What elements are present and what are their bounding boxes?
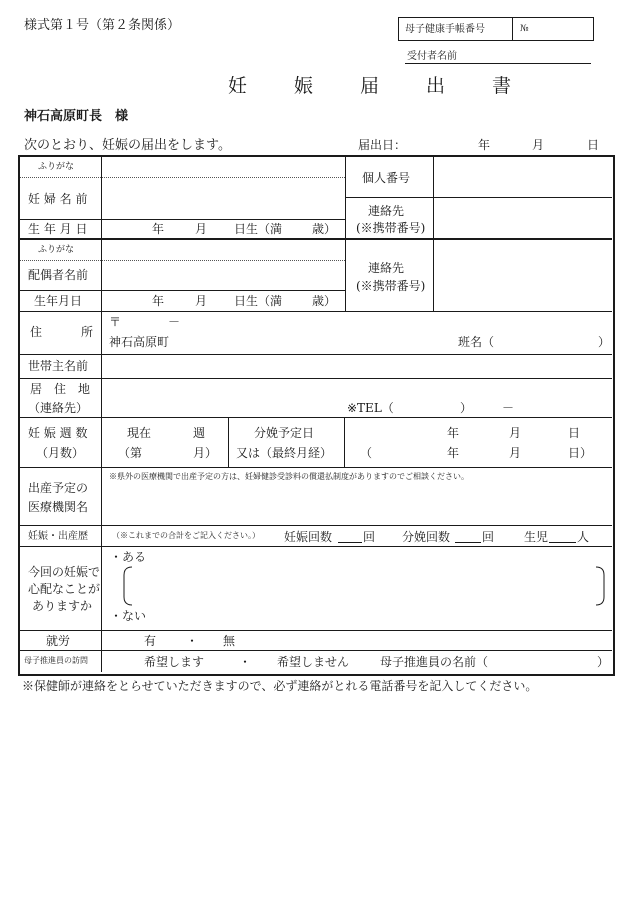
last-year: 年 — [447, 446, 460, 460]
tel-dash: － — [502, 401, 515, 415]
visit-label: 母子推進員の訪問 — [24, 656, 88, 665]
due-month: 月 — [509, 426, 522, 440]
pregnant-name-label: 妊 婦 名 前 — [28, 192, 88, 206]
spouse-birth-label: 生年月日 — [34, 294, 83, 308]
visit-not-want: 希望しません — [277, 655, 350, 669]
concern-no: ・ない — [110, 609, 147, 623]
visit-close: ） — [597, 655, 610, 669]
handbook-label: 母子健康手帳番号 — [405, 24, 485, 35]
householder-label: 世帯主名前 — [28, 359, 89, 373]
page-title: 妊 娠 届 出 書 — [228, 75, 526, 97]
pregnant-contact-label: 連絡先 — [368, 204, 405, 218]
history-label: 妊娠・出産歴 — [28, 531, 88, 542]
submit-month: 月 — [532, 138, 545, 152]
visit-name-label: 母子推進員の名前（ — [380, 655, 489, 669]
pregnant-birth-label: 生 年 月 日 — [28, 222, 88, 236]
form-number: 様式第１号（第２条関係） — [24, 18, 181, 33]
delivery-times: 回 — [482, 530, 495, 544]
spouse-furigana-label: ふりがな — [38, 245, 75, 255]
visit-want: 希望します — [144, 655, 205, 669]
concern-label-1: 今回の妊娠で — [28, 565, 101, 579]
weeks-month: 月） — [193, 446, 218, 460]
pregnant-birth-day: 日生（満 — [234, 222, 283, 236]
visit-dot: ・ — [239, 655, 252, 669]
work-label: 就労 — [46, 634, 71, 648]
institution-sub-label: 医療機関名 — [28, 500, 89, 514]
submit-date-label: 届出日： — [358, 138, 407, 152]
tel-label: ※TEL（ — [347, 401, 394, 415]
work-yes: 有 — [144, 634, 157, 648]
handbook-no-label: № — [520, 24, 529, 34]
concern-label-2: 心配なことが — [28, 582, 101, 596]
concern-label-3: ありますか — [32, 599, 93, 613]
due-label: 分娩予定日 — [254, 426, 315, 440]
work-dot: ・ — [186, 634, 199, 648]
children-persons: 人 — [577, 530, 590, 544]
addressee: 神石高原町長 様 — [24, 109, 129, 124]
institution-note: ※県外の医療機関で出産予定の方は、妊婦健診受診料の償還払制度がありますのでご相談ください。 — [109, 472, 469, 481]
history-note: （※これまでの合計をご記入ください。） — [112, 531, 260, 540]
work-no: 無 — [223, 634, 236, 648]
address-label-a: 住 — [30, 325, 43, 339]
weeks-label: 妊 娠 週 数 — [28, 426, 88, 440]
pregnancy-count-label: 妊娠回数 — [284, 530, 333, 544]
last-month: 月 — [509, 446, 522, 460]
submit-year: 年 — [478, 138, 491, 152]
spouse-birth-day: 日生（満 — [234, 294, 283, 308]
address-town: 神石高原町 — [109, 335, 170, 349]
pregnant-birth-age: 歳） — [312, 222, 337, 236]
spouse-contact-label: 連絡先 — [368, 261, 405, 275]
postal-dash: － — [168, 315, 181, 329]
weeks-open: （第 — [118, 446, 143, 460]
weeks-sub-label: （月数） — [36, 446, 85, 460]
residence-label: 居 住 地 — [30, 382, 91, 396]
receiver-label: 受付者名前 — [407, 51, 457, 62]
last-day: 日） — [568, 446, 593, 460]
spouse-contact-sub: (※携帯番号) — [356, 279, 426, 293]
footer-note: ※保健師が連絡をとらせていただきますので、必ず連絡がとれる電話番号を記入してください。 — [22, 679, 538, 693]
institution-label: 出産予定の — [28, 481, 89, 495]
concern-brackets — [120, 565, 610, 607]
last-open: （ — [360, 446, 373, 460]
weeks-week: 週 — [193, 426, 206, 440]
han-close: ） — [598, 335, 611, 349]
spouse-name-label: 配偶者名前 — [28, 268, 89, 282]
due-year: 年 — [447, 426, 460, 440]
delivery-count-label: 分娩回数 — [402, 530, 451, 544]
pregnant-birth-month: 月 — [195, 222, 208, 236]
children-label: 生児 — [524, 530, 549, 544]
concern-yes: ・ある — [110, 550, 147, 564]
pregnant-contact-sub: (※携帯番号) — [356, 221, 426, 235]
due-sub-label: 又は（最終月経） — [236, 446, 333, 460]
pregnant-birth-year: 年 — [152, 222, 165, 236]
intro-text: 次のとおり、妊娠の届出をします。 — [24, 138, 231, 153]
tel-close: ） — [460, 401, 473, 415]
weeks-current: 現在 — [127, 426, 152, 440]
address-label-b: 所 — [81, 325, 94, 339]
submit-day: 日 — [587, 138, 600, 152]
han-label: 班名（ — [458, 335, 495, 349]
postal-mark: 〒 — [109, 315, 122, 329]
personal-number-label: 個人番号 — [362, 171, 411, 185]
pregnancy-times: 回 — [363, 530, 376, 544]
spouse-birth-year: 年 — [152, 294, 165, 308]
spouse-birth-age: 歳） — [312, 294, 337, 308]
residence-sub-label: （連絡先） — [28, 401, 89, 415]
due-day: 日 — [568, 426, 581, 440]
pregnant-furigana-label: ふりがな — [38, 162, 75, 172]
spouse-birth-month: 月 — [195, 294, 208, 308]
